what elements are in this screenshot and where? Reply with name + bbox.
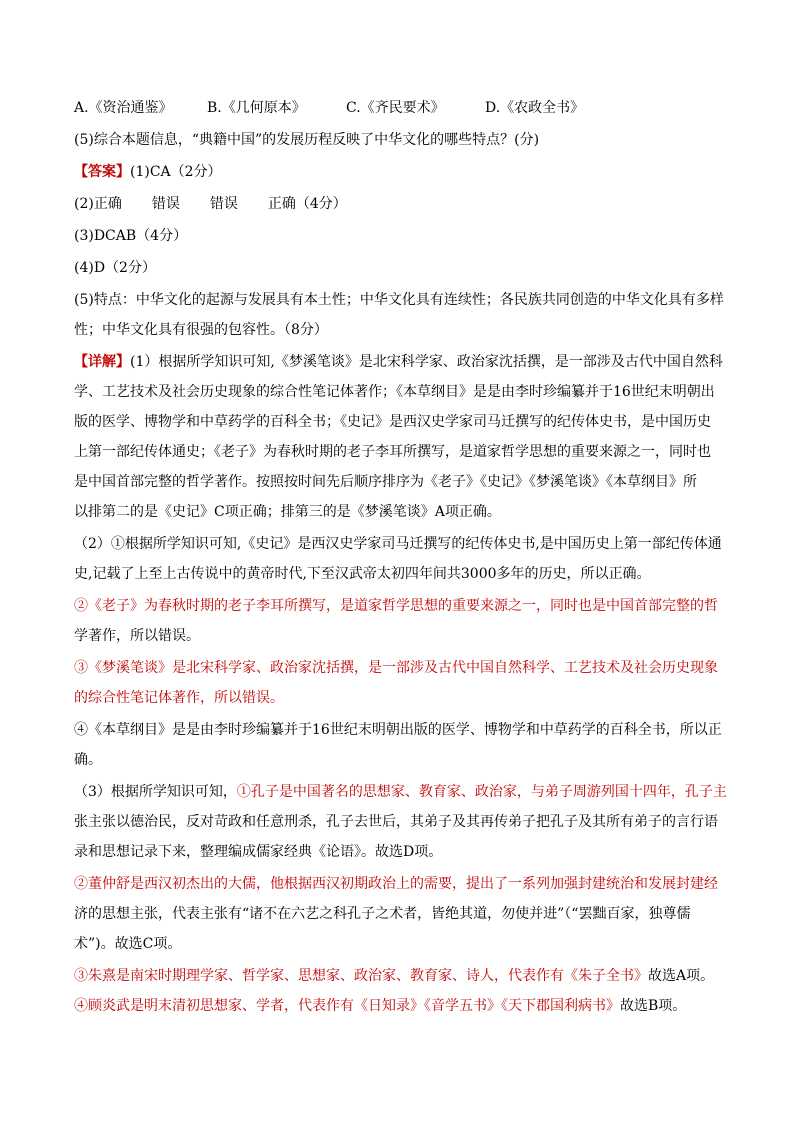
detail-3-line-1 [74, 782, 727, 802]
detail-3-3-line [74, 966, 724, 986]
answer-line-2 [74, 194, 724, 214]
question-5: (5)综合本题信息，“典籍中国”的发展历程反映了中华文化的哪些特点？(分) [74, 132, 540, 148]
detail-3-4-line [74, 996, 724, 1016]
option-b: B.《几何原本》 [207, 100, 306, 116]
detail-1-line-6: 以排第二的是《史记》C项正确；排第三的是《梦溪笔谈》A项正确。 [74, 504, 501, 520]
detail-2-2-line-2: 学著作，所以错误。 [74, 628, 200, 644]
detail-3-red-text: ①孔子是中国著名的思想家、教育家、政治家，与弟子周游列国十四年，孔子主 [236, 784, 727, 800]
answer-5-line-2: 性；中华文化具有很强的包容性。（8分） [74, 322, 328, 338]
answer-2-item: 错误 [151, 196, 180, 212]
detail-3-line-2: 张主张以德治民，反对苛政和任意刑杀，孔子去世后，其弟子及其再传弟子把孔子及其所有弟子的言行语 [74, 814, 718, 830]
detail-3-2-line-2: 济的思想主张，代表主张有“诸不在六艺之科孔子之术者，皆绝其道，勿使并进”（“罢黜百家，独尊儒 [74, 906, 691, 922]
detail-2-4-line-1: ④《本草纲目》是是由李时珍编纂并于16世纪末明朝出版的医学、博物学和中草药学的百科全书，所以正 [74, 722, 722, 738]
option-a: A.《资治通鉴》 [74, 100, 173, 116]
detail-1-line-5: 是中国首部完整的哲学著作。按照按时间先后顺序排序为《老子》《史记》《梦溪笔谈》《本草纲目》所 [74, 474, 697, 490]
detail-3-3-black: 故选A项。 [648, 968, 715, 984]
detail-3-prefix: （3）根据所学知识可知， [74, 784, 237, 800]
answer-2-item: 正确 [93, 196, 122, 212]
detail-3-2-line-1: ②董仲舒是西汉初杰出的大儒，他根据西汉初期政治上的需要，提出了一系列加强封建统治和发展封建经 [74, 876, 718, 892]
detail-2-line-2: 史,记载了上至上古传说中的黄帝时代,下至汉武帝太初四年间共3000多年的历史，所以正确。 [74, 566, 651, 582]
detail-3-3-red: ③朱熹是南宋时期理学家、哲学家、思想家、政治家、教育家、诗人，代表作有《朱子全书》 [74, 968, 648, 984]
answer-3: (3)DCAB（4分） [74, 228, 188, 244]
answer-line-1 [74, 162, 724, 182]
detail-3-4-black: 故选B项。 [620, 998, 687, 1014]
answer-2-prefix: (2) [74, 196, 94, 212]
answer-2-item: 正确（4分） [267, 196, 347, 212]
detail-2-2-line-1: ②《老子》为春秋时期的老子李耳所撰写，是道家哲学思想的重要来源之一，同时也是中国首部完整的哲 [74, 598, 718, 614]
answer-2-item: 错误 [209, 196, 238, 212]
detail-2-4-line-2: 确。 [74, 752, 102, 768]
option-c: C.《齐民要术》 [346, 100, 445, 116]
answer-4: (4)D（2分） [74, 260, 156, 276]
detail-1-line-2: 学、工艺技术及社会历史现象的综合性笔记体著作；《本草纲目》是是由李时珍编纂并于16世纪末明朝出 [74, 384, 715, 400]
answer-1: (1)CA（2分） [130, 164, 222, 180]
detail-1-line-3: 版的医学、博物学和中草药学的百科全书；《史记》是西汉史学家司马迁撰写的纪传体史书，是中国历史 [74, 414, 711, 430]
answer-label: 【答案】 [74, 164, 130, 180]
detail-text: (1）根据所学知识可知,《梦溪笔谈》是北宋科学家、政治家沈括撰，是一部涉及古代中国自然科 [130, 354, 723, 370]
detail-line-1 [74, 352, 724, 372]
detail-3-line-3: 录和思想记录下来，整理编成儒家经典《论语》。故选D项。 [74, 844, 443, 860]
detail-2-line-1: （2）①根据所学知识可知,《史记》是西汉史学家司马迁撰写的纪传体史书,是中国历史上第一部纪传体通 [74, 536, 722, 552]
answer-5-line-1: (5)特点：中华文化的起源与发展具有本土性；中华文化具有连续性；各民族共同创造的中华文化具有多样 [74, 292, 724, 308]
detail-2-3-line-2: 的综合性笔记体著作，所以错误。 [74, 690, 284, 706]
option-d: D.《农政全书》 [485, 100, 585, 116]
detail-3-4-red: ④顾炎武是明末清初思想家、学者，代表作有《日知录》《音学五书》《天下郡国利病书》 [74, 998, 620, 1014]
detail-2-3-line-1: ③《梦溪笔谈》是北宋科学家、政治家沈括撰，是一部涉及古代中国自然科学、工艺技术及社会历史现象 [74, 660, 718, 676]
detail-label: 【详解】 [74, 354, 130, 370]
detail-3-2-line-3: 术”)。故选C项。 [74, 936, 182, 952]
detail-1-line-4: 上第一部纪传体通史；《老子》为春秋时期的老子李耳所撰写，是道家哲学思想的重要来源之一，同时也 [74, 444, 711, 460]
